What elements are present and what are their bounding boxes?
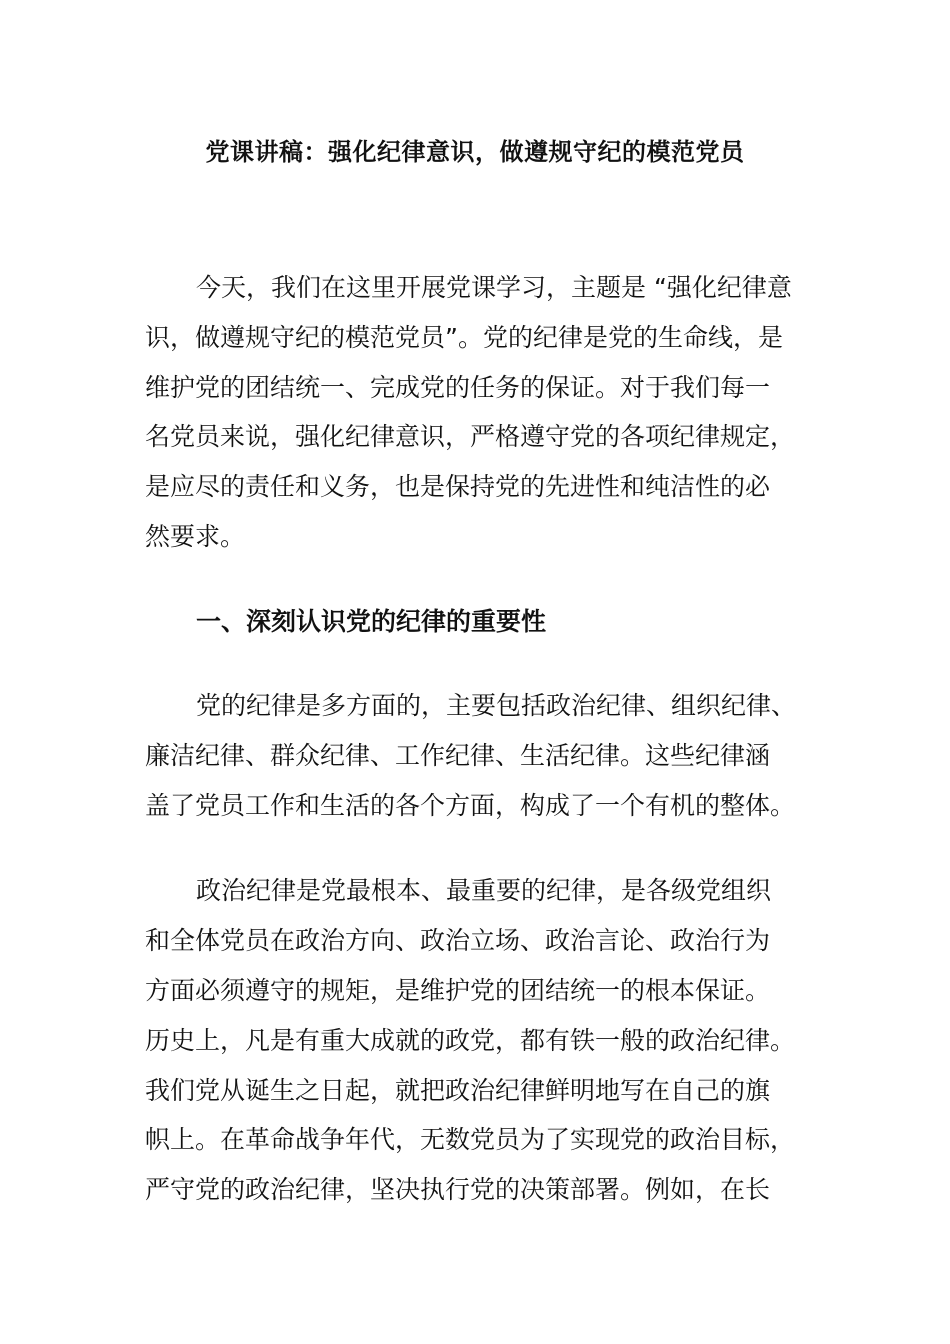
body-line: 和全体党员在政治方向、政治立场、政治言论、政治行为	[145, 926, 771, 955]
body-line: 政治纪律是党最根本、最重要的纪律，是各级党组织	[196, 876, 772, 905]
body-line: 方面必须遵守的规矩，是维护党的团结统一的根本保证。	[145, 976, 771, 1005]
intro-line: 是应尽的责任和义务，也是保持党的先进性和纯洁性的必	[145, 472, 771, 501]
intro-line: 然要求。	[145, 522, 246, 551]
document-title: 党课讲稿：强化纪律意识，做遵规守纪的模范党员	[205, 138, 745, 166]
section-heading: 一、深刻认识党的纪律的重要性	[196, 607, 547, 636]
intro-line: 名党员来说，强化纪律意识，严格遵守党的各项纪律规定，	[145, 422, 796, 451]
body-line: 盖了党员工作和生活的各个方面，构成了一个有机的整体。	[145, 791, 796, 820]
intro-line: 识，做遵规守纪的模范党员”。党的纪律是党的生命线，是	[145, 323, 783, 352]
intro-line: 今天，我们在这里开展党课学习，主题是 “强化纪律意	[196, 273, 792, 302]
body-line: 廉洁纪律、群众纪律、工作纪律、生活纪律。这些纪律涵	[145, 741, 771, 770]
body-line: 党的纪律是多方面的，主要包括政治纪律、组织纪律、	[196, 691, 797, 720]
intro-line: 维护党的团结统一、完成党的任务的保证。对于我们每一	[145, 373, 771, 402]
body-line: 帜上。在革命战争年代，无数党员为了实现党的政治目标，	[145, 1125, 796, 1154]
body-line: 严守党的政治纪律，坚决执行党的决策部署。例如，在长	[145, 1175, 771, 1204]
body-line: 我们党从诞生之日起，就把政治纪律鲜明地写在自己的旗	[145, 1076, 771, 1105]
body-line: 历史上，凡是有重大成就的政党，都有铁一般的政治纪律。	[145, 1026, 796, 1055]
